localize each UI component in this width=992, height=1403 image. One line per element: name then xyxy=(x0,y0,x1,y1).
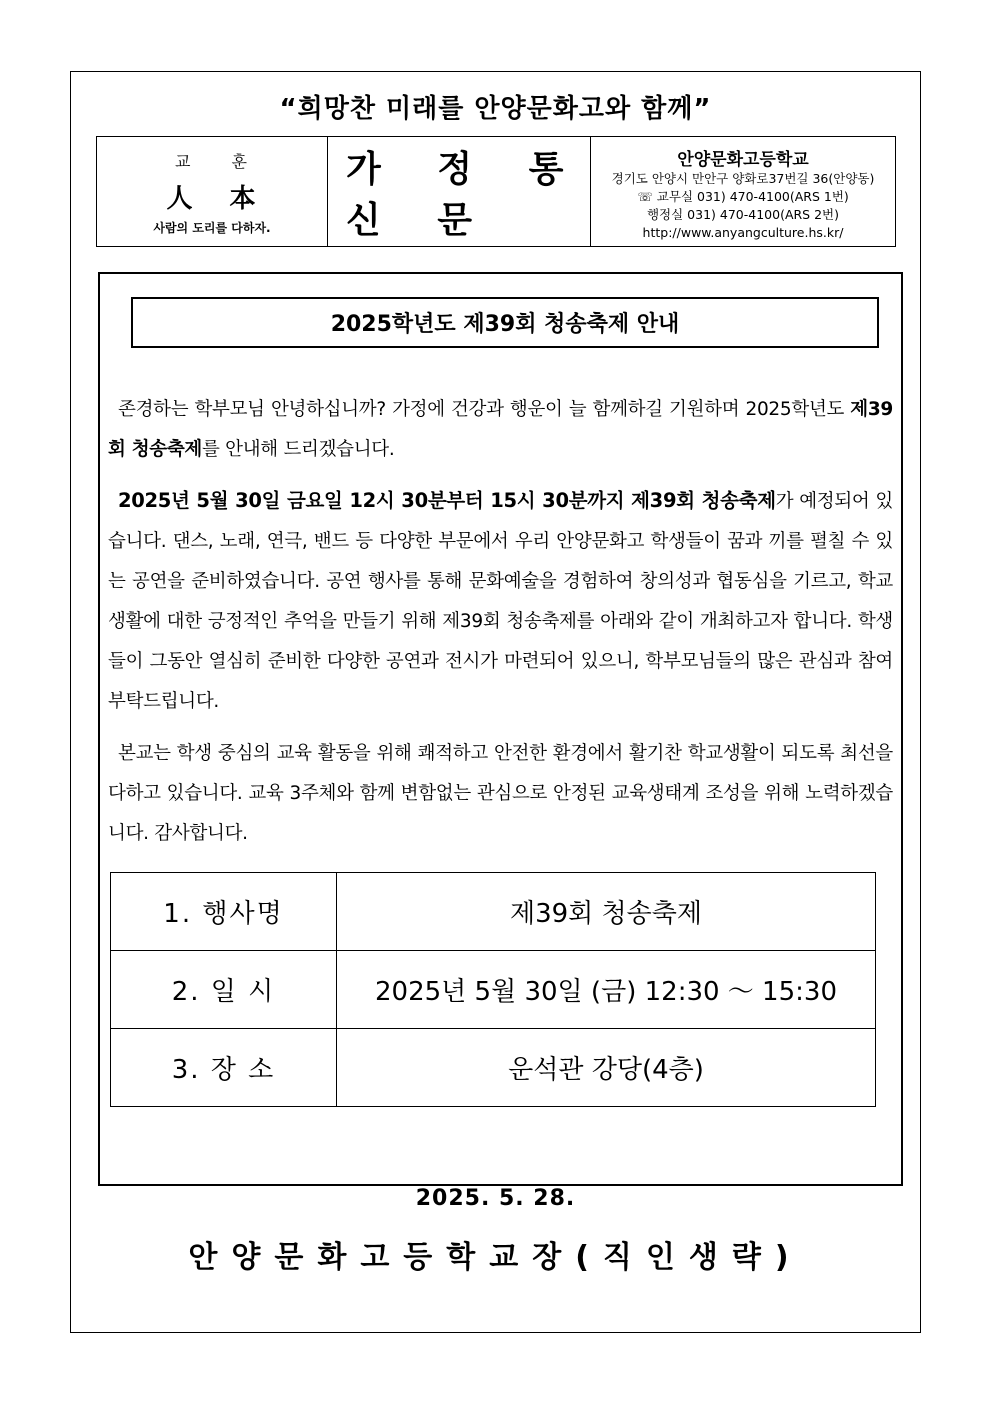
table-row xyxy=(111,1029,876,1107)
info-table xyxy=(110,872,876,1107)
info-value: 2025년 5월 30일 (금) 12:30 ～ 15:30 xyxy=(337,951,876,1029)
school-name: 안양문화고등학교 xyxy=(677,150,809,170)
p2-bold: 2025년 5월 30일 금요일 12시 30분부터 15시 30분까지 제39회 청송축제 xyxy=(118,489,776,512)
info-key: 2. 일 시 xyxy=(111,951,337,1029)
motto-main: 人 本 xyxy=(166,184,270,214)
letterhead xyxy=(96,136,896,247)
table-row xyxy=(111,873,876,951)
p1-text: 존경하는 학부모님 안녕하십니까? 가정에 건강과 행운이 늘 함께하길 기원하며 2025학년도 xyxy=(118,399,851,420)
phone-admin: 행정실 031) 470-4100(ARS 2번) xyxy=(646,207,839,222)
paragraph-greeting xyxy=(108,390,893,470)
phone-office: ☏ 교무실 031) 470-4100(ARS 1번) xyxy=(637,189,849,204)
motto-label: 교 훈 xyxy=(175,152,265,171)
p1-bold: 제39회 청송축제 xyxy=(108,399,893,460)
school-website[interactable]: http://www.anyangculture.hs.kr/ xyxy=(642,225,844,240)
principal-signature: 안양문화고등학교장(직인생략) xyxy=(188,1240,803,1275)
info-key: 1. 행사명 xyxy=(111,873,337,951)
motto-cell xyxy=(97,137,328,246)
p3-text: 본교는 학생 중심의 교육 활동을 위해 쾌적하고 안전한 환경에서 활기찬 학교생활이 되도록 최선을 다하고 있습니다. 교육 3주체와 함께 변함없는 관심으로 안정된 교육생태계 조성을 위해 노력하겠습니다. 감사합니다. xyxy=(108,743,893,844)
info-value: 제39회 청송축제 xyxy=(337,873,876,951)
paragraph-event xyxy=(108,481,893,722)
doc-title: 가 정 통 신 문 xyxy=(328,137,591,246)
notice-title: 2025학년도 제39회 청송축제 안내 xyxy=(131,297,879,348)
issue-date: 2025. 5. 28. xyxy=(415,1186,576,1211)
info-value: 운석관 강당(4층) xyxy=(337,1029,876,1107)
school-address: 경기도 안양시 만안구 양화로37번길 36(안양동) xyxy=(611,171,875,186)
motto-sub: 사람의 도리를 다하자. xyxy=(153,221,271,235)
table-row xyxy=(111,951,876,1029)
info-key: 3. 장 소 xyxy=(111,1029,337,1107)
p2-text: 가 예정되어 있습니다. 댄스, 노래, 연극, 밴드 등 다양한 부문에서 우리 안양문화고 학생들이 꿈과 끼를 펼칠 수 있는 공연을 준비하였습니다. 공연 행사를 통해 문화예술을 경험하여 창의성과 협동심을 기르고, 학교생활에 대한 긍정적인 추억을 만들기 위해 제39회 청송축제를 아래와 같이 개최하고자 합니다. 학생들이 그동안 열심히 준비한 다양한 공연과 전시가 마련되어 있으니, 학부모님들의 많은 관심과 참여 부탁드립니다. xyxy=(108,491,893,712)
school-info xyxy=(591,137,895,246)
paragraph-closing xyxy=(108,734,893,854)
slogan: “희망찬 미래를 안양문화고와 함께” xyxy=(279,94,712,124)
p1-tail: 를 안내해 드리겠습니다. xyxy=(202,439,395,460)
